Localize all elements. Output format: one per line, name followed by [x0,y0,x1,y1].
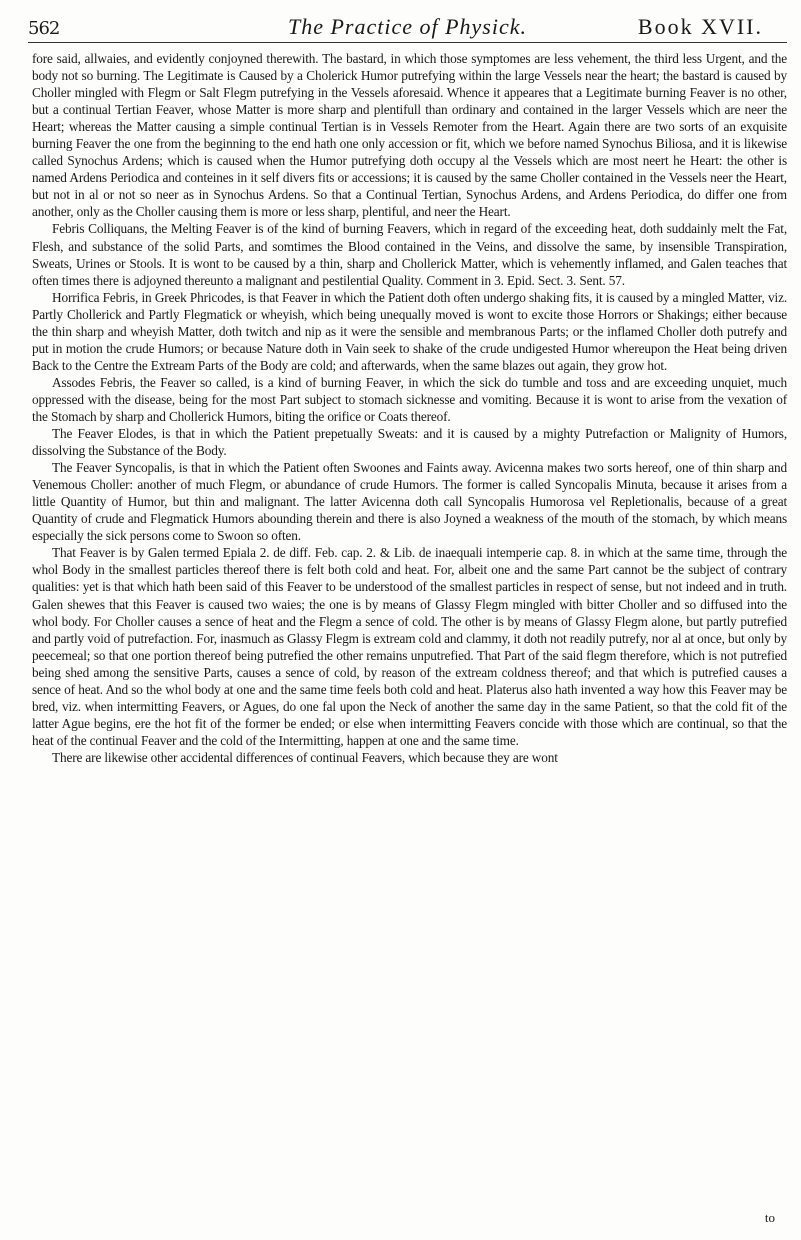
paragraph: There are likewise other accidental differences of continual Feavers, which because they are wont [52,749,558,765]
paragraph: Assodes Febris, the Feaver so called, is a kind of burning Feaver, in which the sick do tumble and toss and are exceeding unquiet, much oppressed with the disease, being for the most Part subject to stomach sicknesse and vomiting. Because it is wont to arise from the vexation of the Stomach by sharp and Chollerick Humors, biting the orifice or Coats thereof. [32,374,787,424]
paragraph: The Feaver Syncopalis, is that in which the Patient often Swoones and Faints away. Avicenna makes two sorts hereof, one of thin sharp and Venemous Choller: another of much Flegm, or abundance of crude Humors. The former is called Syncopalis Minuta, because it arises from a little Quantity of Humor, but thin and malignant. The latter Avicenna doth call Syncopalis Humorosa vel Repletionalis, because of a great Quantity of crude and Flegmatick Humors abounding therein and there is also Joyned a weakness of the mouth of the stomach, by which means especially the sick persons come to Swoon so often. [32,460,787,544]
paragraph: Febris Colliquans, the Melting Feaver is of the kind of burning Feavers, which in regard of the exceeding heat, doth suddainly melt the Fat, Flesh, and substance of the solid Parts, and somtimes the Blood contained in the Veins, and dissolve the same, by insensible Transpiration, Sweats, Urines or Stools. It is wont to be caused by a thin, sharp and Chollerick Matter, which is vehemently inflamed, and Galen teaches that often times there is adjoyned thereunto a malignant and pestilential Quality. Comment in 3. Epid. Sect. 3. Sent. 57. [32,221,787,288]
page-number: 562 [28,18,60,39]
paragraph: Horrifica Febris, in Greek Phricodes, is that Feaver in which the Patient doth often undergo shaking fits, it is caused by a mingled Matter, viz. Partly Chollerick and Partly Flegmatick or wheyish, which being unequally moved is wont to excite those Horrors or Shakings; either because the thin sharp and wheyish Matter, doth twitch and nip as it were the sensible and membranous Parts; or the inflamed Choller doth putrefy and put in motion the crude Humors; or because Nature doth in Vain seek to shake of the crude undigested Humor whereupon the Heat being driven Back to the Centre the Extream Parts of the Body are cold; and afterwards, when the same blazes out again, they grow hot. [32,289,787,373]
paragraph: That Feaver is by Galen termed Epiala 2. de diff. Feb. cap. 2. & Lib. de inaequali intemperie cap. 8. in which at the same time, through the whol Body in the smallest particles thereof there is felt both cold and heat. For, albeit one and the same Part cannot be the subject of contrary qualities: yet is that which hath been said of this Feaver to be understood of the smallest particles in respect of sense, but not indeed and in truth. Galen shewes that this Feaver is caused two waies; the one is by means of Glassy Flegm mingled with bitter Choller and so diffused into the whol body. For Choller causes a sence of heat and the Flegm a sence of cold. The other is by means of Glassy Flegm alone, but partly putrefied and partly void of putrefaction. For, inasmuch as Glassy Flegm is extream cold and clammy, it doth not readily putrefy, nor al at once, but only by peecemeal; so that one portion thereof being putrefied the other remains unputrefied. That Part of the said flegm therefore, which is not putrefied being shed among the sensitive Parts, causes a sence of cold, by reason of the extream coldness thereof; and that which is putrefied causes a sence of heat. And so the whol body at one and the same time feels both cold and heat. Platerus also hath invented a way how this Feaver may be bred, viz. when intermitting Feavers, or Agues, do one fal upon the Neck of another the same day in the same Patient, so that the cold fit of the latter Ague begins, ere the hot fit of the former be ended; or else when intermitting Feavers concide with those which are continual, so that the heat of the continual Feaver and the cold of the Intermitting, happen at one and the same time. [32,545,787,748]
body-text [32,50,787,1226]
running-title: The Practice of Physick. [287,14,528,39]
paragraph: The Feaver Elodes, is that in which the Patient prepetually Sweats: and it is caused by a mighty Putrefaction or Malignity of Humors, dissolving the Substance of the Body. [32,426,787,459]
book-label: Book XVII. [637,14,763,39]
header-rule [28,42,787,43]
catchword: to [764,1210,775,1225]
page-header [28,10,787,44]
paragraph: fore said, allwaies, and evidently conjoyned therewith. The bastard, in which those symptomes are less vehement, the third less Urgent, and the body not so burning. The Legitimate is Caused by a Cholerick Humor putrefying within the large Vessels near the heart; the bastard is caused by Choller mingled with Flegm or Salt Flegm putrefying in the Vessels aforesaid. Whence it appeares that a Legitimate burning Feaver is no other, but a continual Tertian Feaver, whose Matter is more sharp and plentifull than ordinary and contained in the larger Vessels which are neer the Heart; whereas the Matter causing a simple continual Tertian is in Vessels Remoter from the Heart. Again there are two sorts of an exquisite burning Feaver the one from the beginning to the end hath one only accession or fit, which we before named Synochus Biliosa, and it is likewise called Synochus Ardens; which is caused when the Humor putrefying doth occupy al the Vessels which are most neert he Heart: the other is named Ardens Periodica and conteines in it self divers fits or accessions; it is caused by the same Choller contained in the Vessels neer the Heart, but not in al or not so neer as in Synochus Ardens. So that a Continual Tertian, Synochus Ardens, and Ardens Periodica, do differ one from another, only as the Choller causing them is more or less sharp, plentiful, and neer the Heart. [32,51,787,220]
